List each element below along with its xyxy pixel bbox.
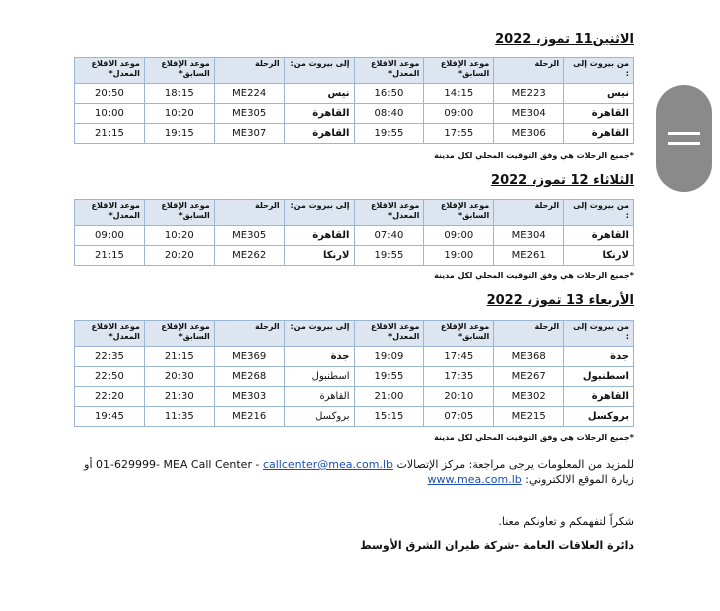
out-prev-time: 14:15	[424, 84, 494, 104]
header-from-beirut: من بيروت إلى :	[564, 58, 634, 84]
header-to-beirut: إلى بيروت من:	[284, 321, 354, 347]
out-city: نيس	[564, 84, 634, 104]
in-prev-time: 10:20	[144, 226, 214, 246]
table-header-row	[75, 58, 634, 84]
timezone-note-day1: *جميع الرحلات هي وفق التوقيت المحلي لكل مدينة	[434, 151, 634, 160]
out-new-time: 19:09	[354, 347, 424, 367]
out-flight: ME304	[494, 104, 564, 124]
signature: دائرة العلاقات العامة -شركة طيران الشرق الأوسط	[360, 539, 634, 552]
contact-prefix: للمزيد من المعلومات يرجى مراجعة: مركز الإتصالات	[392, 458, 634, 471]
out-flight: ME306	[494, 124, 564, 144]
out-city: القاهرة	[564, 104, 634, 124]
header-to-beirut: إلى بيروت من:	[284, 200, 354, 226]
contact-line	[74, 457, 634, 472]
out-flight: ME223	[494, 84, 564, 104]
header-flight: الرحلة	[214, 321, 284, 347]
thanks-text: شكراً لتفهمكم و تعاونكم معنا.	[498, 515, 634, 528]
in-city: لارنكا	[284, 246, 354, 266]
in-flight: ME224	[214, 84, 284, 104]
in-flight: ME262	[214, 246, 284, 266]
in-city: جدة	[284, 347, 354, 367]
in-city: القاهرة	[284, 226, 354, 246]
table-row	[75, 347, 634, 367]
out-city: القاهرة	[564, 124, 634, 144]
header-from-beirut: من بيروت إلى :	[564, 200, 634, 226]
in-city: بروكسل	[284, 407, 354, 427]
in-flight: ME305	[214, 226, 284, 246]
call-center-phone: 01-629999-	[96, 458, 160, 471]
out-flight: ME368	[494, 347, 564, 367]
header-prev-time: موعد الإقلاع السابق*	[144, 321, 214, 347]
in-flight: ME303	[214, 387, 284, 407]
table-row	[75, 124, 634, 144]
timezone-note-day3: *جميع الرحلات هي وفق التوقيت المحلي لكل مدينة	[434, 433, 634, 442]
header-from-beirut: من بيروت إلى :	[564, 321, 634, 347]
in-city: القاهرة	[284, 104, 354, 124]
out-city: بروكسل	[564, 407, 634, 427]
out-prev-time: 17:35	[424, 367, 494, 387]
table-header-row	[75, 200, 634, 226]
out-new-time: 07:40	[354, 226, 424, 246]
header-prev-time: موعد الإقلاع السابق*	[424, 321, 494, 347]
in-new-time: 22:20	[75, 387, 145, 407]
date-title-day1: الاثنين11 تموز، 2022	[495, 32, 634, 47]
header-new-time: موعد الاقلاع المعدل*	[75, 321, 145, 347]
out-city: لارنكا	[564, 246, 634, 266]
date-title-day3: الأربعاء 13 تموز، 2022	[486, 293, 634, 308]
out-flight: ME261	[494, 246, 564, 266]
schedule-table-day3	[74, 320, 634, 427]
in-new-time: 20:50	[75, 84, 145, 104]
out-prev-time: 20:10	[424, 387, 494, 407]
out-new-time: 15:15	[354, 407, 424, 427]
table-row	[75, 387, 634, 407]
in-flight: ME307	[214, 124, 284, 144]
in-city: نيس	[284, 84, 354, 104]
in-city: القاهرة	[284, 124, 354, 144]
in-prev-time: 10:20	[144, 104, 214, 124]
header-new-time: موعد الاقلاع المعدل*	[354, 321, 424, 347]
timezone-note-day2: *جميع الرحلات هي وفق التوقيت المحلي لكل مدينة	[434, 271, 634, 280]
schedule-table-day2	[74, 199, 634, 266]
out-prev-time: 07:05	[424, 407, 494, 427]
in-prev-time: 21:15	[144, 347, 214, 367]
out-new-time: 19:55	[354, 367, 424, 387]
out-flight: ME215	[494, 407, 564, 427]
out-prev-time: 09:00	[424, 226, 494, 246]
website-line	[74, 472, 634, 487]
out-prev-time: 09:00	[424, 104, 494, 124]
header-prev-time: موعد الإقلاع السابق*	[144, 200, 214, 226]
in-prev-time: 21:30	[144, 387, 214, 407]
email-link[interactable]: callcenter@mea.com.lb	[262, 458, 393, 471]
out-flight: ME302	[494, 387, 564, 407]
hamburger-icon	[668, 132, 700, 135]
out-city: اسطنبول	[564, 367, 634, 387]
in-new-time: 09:00	[75, 226, 145, 246]
header-flight: الرحلة	[494, 200, 564, 226]
header-new-time: موعد الاقلاع المعدل*	[354, 200, 424, 226]
in-new-time: 19:45	[75, 407, 145, 427]
contact-info	[74, 457, 634, 487]
out-flight: ME304	[494, 226, 564, 246]
out-new-time: 19:55	[354, 246, 424, 266]
table-row	[75, 246, 634, 266]
table-row	[75, 407, 634, 427]
out-city: جدة	[564, 347, 634, 367]
header-to-beirut: إلى بيروت من:	[284, 58, 354, 84]
out-prev-time: 17:55	[424, 124, 494, 144]
in-flight: ME369	[214, 347, 284, 367]
visit-text: زيارة الموقع الالكتروني:	[521, 473, 634, 486]
table-header-row	[75, 321, 634, 347]
in-city: القاهرة	[284, 387, 354, 407]
in-new-time: 21:15	[75, 124, 145, 144]
out-city: القاهرة	[564, 226, 634, 246]
header-new-time: موعد الاقلاع المعدل*	[75, 58, 145, 84]
table-row	[75, 84, 634, 104]
in-prev-time: 18:15	[144, 84, 214, 104]
out-new-time: 21:00	[354, 387, 424, 407]
out-new-time: 19:55	[354, 124, 424, 144]
in-city: اسطنبول	[284, 367, 354, 387]
in-flight: ME268	[214, 367, 284, 387]
header-prev-time: موعد الإقلاع السابق*	[424, 58, 494, 84]
schedule-table-day1	[74, 57, 634, 144]
in-prev-time: 20:20	[144, 246, 214, 266]
in-new-time: 21:15	[75, 246, 145, 266]
out-new-time: 16:50	[354, 84, 424, 104]
or-text: أو	[84, 458, 97, 471]
header-flight: الرحلة	[214, 58, 284, 84]
header-flight: الرحلة	[494, 321, 564, 347]
in-prev-time: 19:15	[144, 124, 214, 144]
header-flight: الرحلة	[214, 200, 284, 226]
header-prev-time: موعد الإقلاع السابق*	[144, 58, 214, 84]
in-flight: ME305	[214, 104, 284, 124]
header-flight: الرحلة	[494, 58, 564, 84]
in-new-time: 10:00	[75, 104, 145, 124]
out-flight: ME267	[494, 367, 564, 387]
out-new-time: 08:40	[354, 104, 424, 124]
out-prev-time: 19:00	[424, 246, 494, 266]
out-prev-time: 17:45	[424, 347, 494, 367]
table-row	[75, 367, 634, 387]
in-prev-time: 11:35	[144, 407, 214, 427]
in-new-time: 22:50	[75, 367, 145, 387]
in-new-time: 22:35	[75, 347, 145, 367]
hamburger-icon	[668, 142, 700, 145]
table-row	[75, 104, 634, 124]
table-row	[75, 226, 634, 246]
menu-handle-button[interactable]	[656, 85, 712, 192]
header-new-time: موعد الاقلاع المعدل*	[354, 58, 424, 84]
header-prev-time: موعد الإقلاع السابق*	[424, 200, 494, 226]
in-flight: ME216	[214, 407, 284, 427]
header-new-time: موعد الاقلاع المعدل*	[75, 200, 145, 226]
out-city: القاهرة	[564, 387, 634, 407]
website-link[interactable]: www.mea.com.lb	[427, 473, 522, 486]
call-center-name: MEA Call Center -	[159, 458, 263, 471]
date-title-day2: الثلاثاء 12 تموز، 2022	[491, 173, 634, 188]
in-prev-time: 20:30	[144, 367, 214, 387]
